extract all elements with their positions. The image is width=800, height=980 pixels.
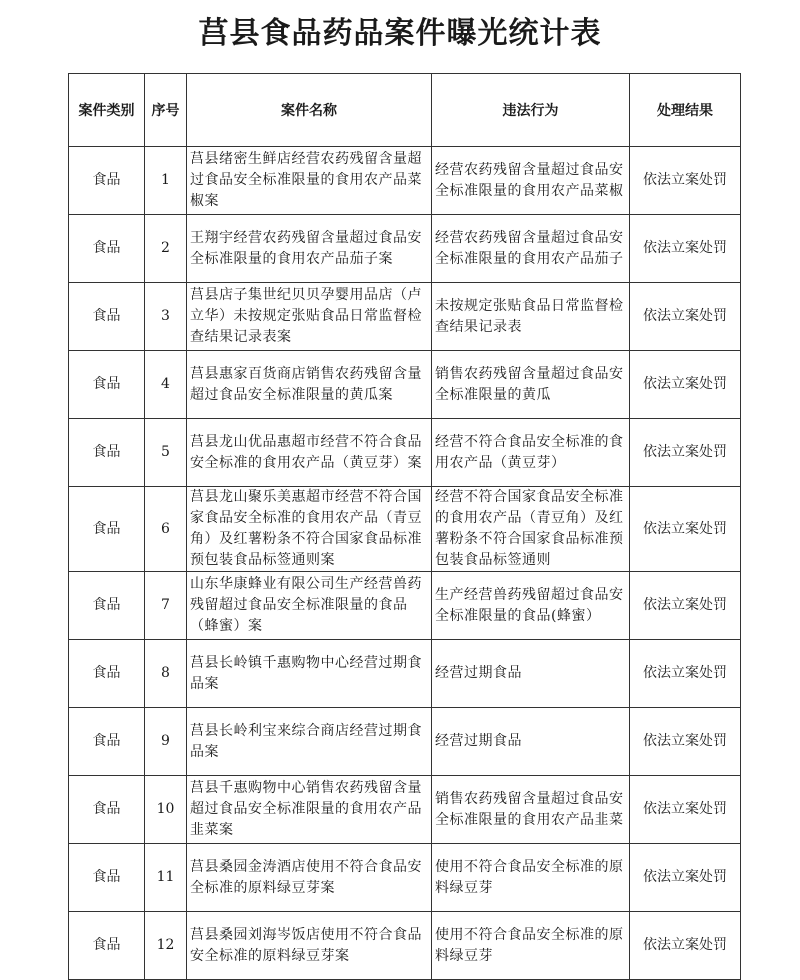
violation-cell: 经营过期食品	[432, 708, 630, 776]
case-name-cell: 山东华康蜂业有限公司生产经营兽药残留超过食品安全标准限量的食品（蜂蜜）案	[187, 572, 432, 640]
case-number-cell: 11	[145, 844, 187, 912]
case-category-cell: 食品	[69, 351, 145, 419]
violation-cell: 销售农药残留含量超过食品安全标准限量的食用农产品韭菜	[432, 776, 630, 844]
case-category-cell: 食品	[69, 147, 145, 215]
case-name-cell: 莒县惠家百货商店销售农药残留含量超过食品安全标准限量的黄瓜案	[187, 351, 432, 419]
case-category-cell: 食品	[69, 215, 145, 283]
case-number-cell: 9	[145, 708, 187, 776]
header-case-name: 案件名称	[187, 74, 432, 147]
header-result: 处理结果	[630, 74, 741, 147]
case-number-cell: 5	[145, 419, 187, 487]
result-cell: 依法立案处罚	[630, 776, 741, 844]
violation-cell: 经营农药残留含量超过食品安全标准限量的食用农产品菜椒	[432, 147, 630, 215]
table-row	[69, 844, 741, 912]
case-name-cell: 莒县长岭镇千惠购物中心经营过期食品案	[187, 640, 432, 708]
table-row	[69, 351, 741, 419]
case-category-cell: 食品	[69, 776, 145, 844]
table-row	[69, 283, 741, 351]
table-header-row	[69, 74, 741, 147]
result-cell: 依法立案处罚	[630, 844, 741, 912]
case-number-cell: 10	[145, 776, 187, 844]
violation-cell: 生产经营兽药残留超过食品安全标准限量的食品(蜂蜜）	[432, 572, 630, 640]
table-row	[69, 912, 741, 980]
case-category-cell: 食品	[69, 572, 145, 640]
case-name-cell: 莒县龙山优品惠超市经营不符合食品安全标准的食用农产品（黄豆芽）案	[187, 419, 432, 487]
case-number-cell: 7	[145, 572, 187, 640]
case-name-cell: 莒县桑园刘海岑饭店使用不符合食品安全标准的原料绿豆芽案	[187, 912, 432, 980]
table-row	[69, 147, 741, 215]
header-number: 序号	[145, 74, 187, 147]
result-cell: 依法立案处罚	[630, 351, 741, 419]
result-cell: 依法立案处罚	[630, 912, 741, 980]
result-cell: 依法立案处罚	[630, 215, 741, 283]
violation-cell: 使用不符合食品安全标准的原料绿豆芽	[432, 912, 630, 980]
violation-cell: 未按规定张贴食品日常监督检查结果记录表	[432, 283, 630, 351]
case-name-cell: 莒县桑园金涛酒店使用不符合食品安全标准的原料绿豆芽案	[187, 844, 432, 912]
violation-cell: 使用不符合食品安全标准的原料绿豆芽	[432, 844, 630, 912]
table-row	[69, 215, 741, 283]
result-cell: 依法立案处罚	[630, 708, 741, 776]
violation-cell: 经营不符合国家食品安全标准的食用农产品（青豆角）及红薯粉条不符合国家食品标准预包装食品标签通则	[432, 487, 630, 572]
case-name-cell: 莒县千惠购物中心销售农药残留含量超过食品安全标准限量的食用农产品韭菜案	[187, 776, 432, 844]
result-cell: 依法立案处罚	[630, 487, 741, 572]
case-name-cell: 莒县龙山聚乐美惠超市经营不符合国家食品安全标准的食用农产品（青豆角）及红薯粉条不符合国家食品标准预包装食品标签通则案	[187, 487, 432, 572]
table-row	[69, 419, 741, 487]
table-row	[69, 708, 741, 776]
page-title: 莒县食品药品案件曝光统计表	[198, 16, 602, 51]
case-name-cell: 莒县绪密生鲜店经营农药残留含量超过食品安全标准限量的食用农产品菜椒案	[187, 147, 432, 215]
case-number-cell: 12	[145, 912, 187, 980]
case-category-cell: 食品	[69, 912, 145, 980]
case-category-cell: 食品	[69, 487, 145, 572]
result-cell: 依法立案处罚	[630, 283, 741, 351]
table-row	[69, 572, 741, 640]
violation-cell: 经营农药残留含量超过食品安全标准限量的食用农产品茄子	[432, 215, 630, 283]
header-category: 案件类别	[69, 74, 145, 147]
table-row	[69, 640, 741, 708]
case-number-cell: 2	[145, 215, 187, 283]
result-cell: 依法立案处罚	[630, 419, 741, 487]
case-number-cell: 8	[145, 640, 187, 708]
case-name-cell: 莒县长岭利宝来综合商店经营过期食品案	[187, 708, 432, 776]
case-category-cell: 食品	[69, 419, 145, 487]
case-name-cell: 莒县店子集世纪贝贝孕婴用品店（卢立华）未按规定张贴食品日常监督检查结果记录表案	[187, 283, 432, 351]
result-cell: 依法立案处罚	[630, 572, 741, 640]
violation-cell: 经营不符合食品安全标准的食用农产品（黄豆芽）	[432, 419, 630, 487]
table-row	[69, 487, 741, 572]
case-category-cell: 食品	[69, 640, 145, 708]
case-number-cell: 4	[145, 351, 187, 419]
violation-cell: 经营过期食品	[432, 640, 630, 708]
result-cell: 依法立案处罚	[630, 147, 741, 215]
case-number-cell: 3	[145, 283, 187, 351]
case-name-cell: 王翔宇经营农药残留含量超过食品安全标准限量的食用农产品茄子案	[187, 215, 432, 283]
case-category-cell: 食品	[69, 708, 145, 776]
case-number-cell: 6	[145, 487, 187, 572]
result-cell: 依法立案处罚	[630, 640, 741, 708]
case-category-cell: 食品	[69, 283, 145, 351]
table-row	[69, 776, 741, 844]
case-category-cell: 食品	[69, 844, 145, 912]
header-violation: 违法行为	[432, 74, 630, 147]
case-table	[68, 73, 741, 980]
case-number-cell: 1	[145, 147, 187, 215]
violation-cell: 销售农药残留含量超过食品安全标准限量的黄瓜	[432, 351, 630, 419]
